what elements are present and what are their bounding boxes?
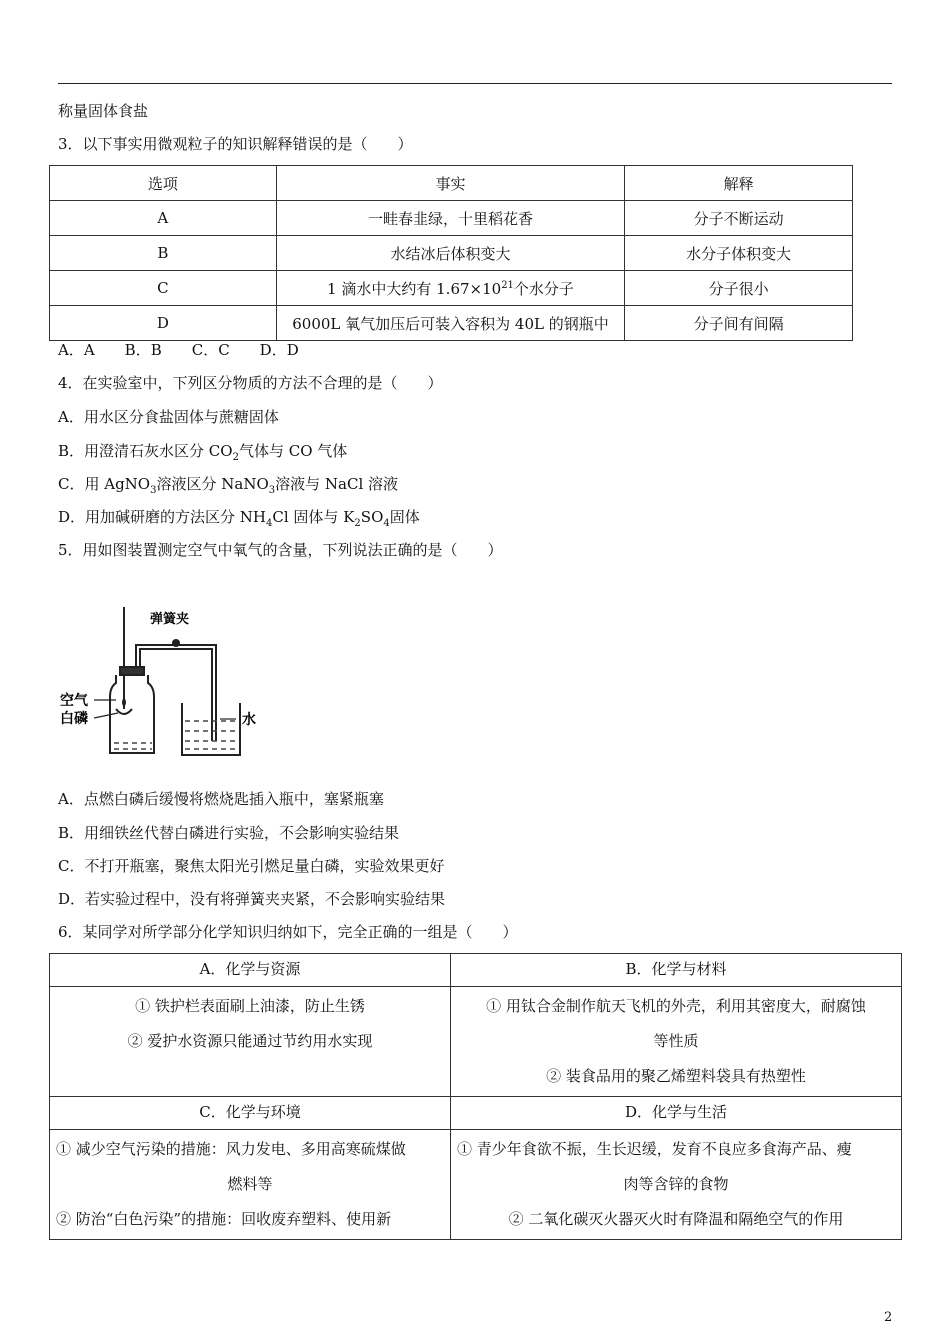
text: 固体 [389, 508, 420, 526]
cell-title-b: B．化学与材料 [451, 954, 902, 987]
row-option: B [50, 236, 277, 271]
table-row [50, 306, 853, 341]
q4-stem: 4．在实验室中，下列区分物质的方法不合理的是（ ） [58, 374, 443, 392]
q6-stem: 6．某同学对所学部分化学知识归纳如下，完全正确的一组是（ ） [58, 923, 518, 941]
row-explain: 水分子体积变大 [625, 236, 853, 271]
list-item: ② 爱护水资源只能通过节约用水实现 [127, 1032, 373, 1050]
stopper [120, 667, 144, 675]
q4-option-d [58, 507, 420, 527]
text: C．用 AgNO [58, 475, 151, 493]
cell-content-b [451, 987, 902, 1097]
list-item: ① 铁护栏表面刷上油漆，防止生锈 [135, 997, 365, 1015]
text: 溶液区分 NaNO [156, 475, 269, 493]
q5-stem: 5．用如图装置测定空气中氧气的含量，下列说法正确的是（ ） [58, 541, 503, 559]
table-row [50, 236, 853, 271]
subscript: 3 [268, 485, 276, 496]
table-row [50, 271, 853, 306]
list-item: ② 二氧化碳灭火器灭火时有降温和隔绝空气的作用 [508, 1210, 844, 1228]
q5-option-a: A．点燃白磷后缓慢将燃烧匙插入瓶中，塞紧瓶塞 [58, 790, 384, 808]
cell-title-a: A．化学与资源 [50, 954, 451, 987]
apparatus-diagram [58, 605, 268, 765]
row-fact: 水结冰后体积变大 [276, 236, 625, 271]
cell-content-d [451, 1130, 902, 1240]
apparatus-figure [58, 605, 268, 769]
label-phosphorus: 白磷 [60, 711, 88, 727]
col-header-explain: 解释 [625, 166, 853, 201]
connecting-tube-inner [140, 649, 212, 741]
label-air: 空气 [60, 693, 88, 709]
list-item: ① 减少空气污染的措施：风力发电、多用高寒硫煤做 [56, 1140, 406, 1158]
row-explain: 分子不断运动 [625, 201, 853, 236]
list-item: ① 青少年食欲不振，生长迟缓，发育不良应多食海产品、瘦 [457, 1140, 852, 1158]
list-item: 肉等含锌的食物 [623, 1175, 729, 1193]
q4-option-b [58, 441, 347, 461]
q3-stem: 3．以下事实用微观粒子的知识解释错误的是（ ） [58, 135, 413, 153]
text: SO [360, 508, 384, 526]
list-item: ② 防治“白色污染”的措施：回收废弃塑料、使用新 [56, 1210, 392, 1228]
subscript: 2 [354, 518, 361, 529]
leader-line [94, 713, 118, 718]
cell-title-d: D．化学与生活 [451, 1097, 902, 1130]
subscript: 4 [383, 518, 390, 529]
table-header-row [50, 954, 902, 987]
cell-content-c [50, 1130, 451, 1240]
header-rule [58, 83, 892, 84]
text: 气体与 CO 气体 [238, 442, 348, 460]
row-option: A [50, 201, 277, 236]
text: 溶液与 NaCl 溶液 [275, 475, 399, 493]
subscript: 3 [150, 485, 157, 496]
q5-option-c: C．不打开瓶塞，聚焦太阳光引燃足量白磷，实验效果更好 [58, 857, 445, 875]
q5-option-d: D．若实验过程中，没有将弹簧夹夹紧，不会影响实验结果 [58, 890, 446, 908]
label-clamp: 弹簧夹 [150, 612, 190, 627]
list-item: 燃料等 [227, 1175, 273, 1193]
q6-table [49, 953, 902, 1240]
col-header-fact: 事实 [276, 166, 625, 201]
cell-content-a [50, 987, 451, 1097]
text: D．用加碱研磨的方法区分 NH [58, 508, 267, 526]
cell-title-c: C．化学与环境 [50, 1097, 451, 1130]
fact-text: 1 滴水中大约有 1.67×10 [327, 279, 502, 298]
list-item: 等性质 [653, 1032, 699, 1050]
flame-icon [122, 697, 126, 707]
jar [110, 675, 154, 753]
table-header-row [50, 166, 853, 201]
list-item: ② 装食品用的聚乙烯塑料袋具有热塑性 [546, 1067, 806, 1085]
row-fact: 一畦春韭绿，十里稻花香 [276, 201, 625, 236]
row-option: C [50, 271, 277, 306]
continued-text: 称量固体食盐 [58, 102, 149, 120]
q4-option-a: A．用水区分食盐固体与蔗糖固体 [58, 408, 279, 426]
q3-options: A．A B．B C．C D．D [58, 341, 299, 359]
label-water: 水 [242, 712, 256, 728]
row-explain: 分子很小 [625, 271, 853, 306]
q5-option-b: B．用细铁丝代替白磷进行实验，不会影响实验结果 [58, 824, 400, 842]
subscript: 2 [232, 452, 239, 463]
table-header-row [50, 1097, 902, 1130]
table-row [50, 201, 853, 236]
row-fact [276, 271, 625, 306]
q3-table [49, 165, 853, 341]
row-explain: 分子间有间隔 [625, 306, 853, 341]
table-row [50, 1130, 902, 1240]
q4-option-c [58, 474, 398, 494]
page-number: 2 [884, 1310, 893, 1325]
text: Cl 固体与 K [272, 508, 355, 526]
text: B．用澄清石灰水区分 CO [58, 442, 233, 460]
connecting-tube [136, 645, 216, 741]
row-option: D [50, 306, 277, 341]
table-row [50, 987, 902, 1097]
col-header-option: 选项 [50, 166, 277, 201]
clamp-icon [172, 639, 180, 647]
exponent: 21 [501, 279, 514, 291]
subscript: 4 [266, 518, 273, 529]
fact-text: 个水分子 [513, 279, 574, 298]
list-item: ① 用钛合金制作航天飞机的外壳，利用其密度大，耐腐蚀 [486, 997, 866, 1015]
row-fact: 6000L 氧气加压后可装入容积为 40L 的钢瓶中 [276, 306, 625, 341]
